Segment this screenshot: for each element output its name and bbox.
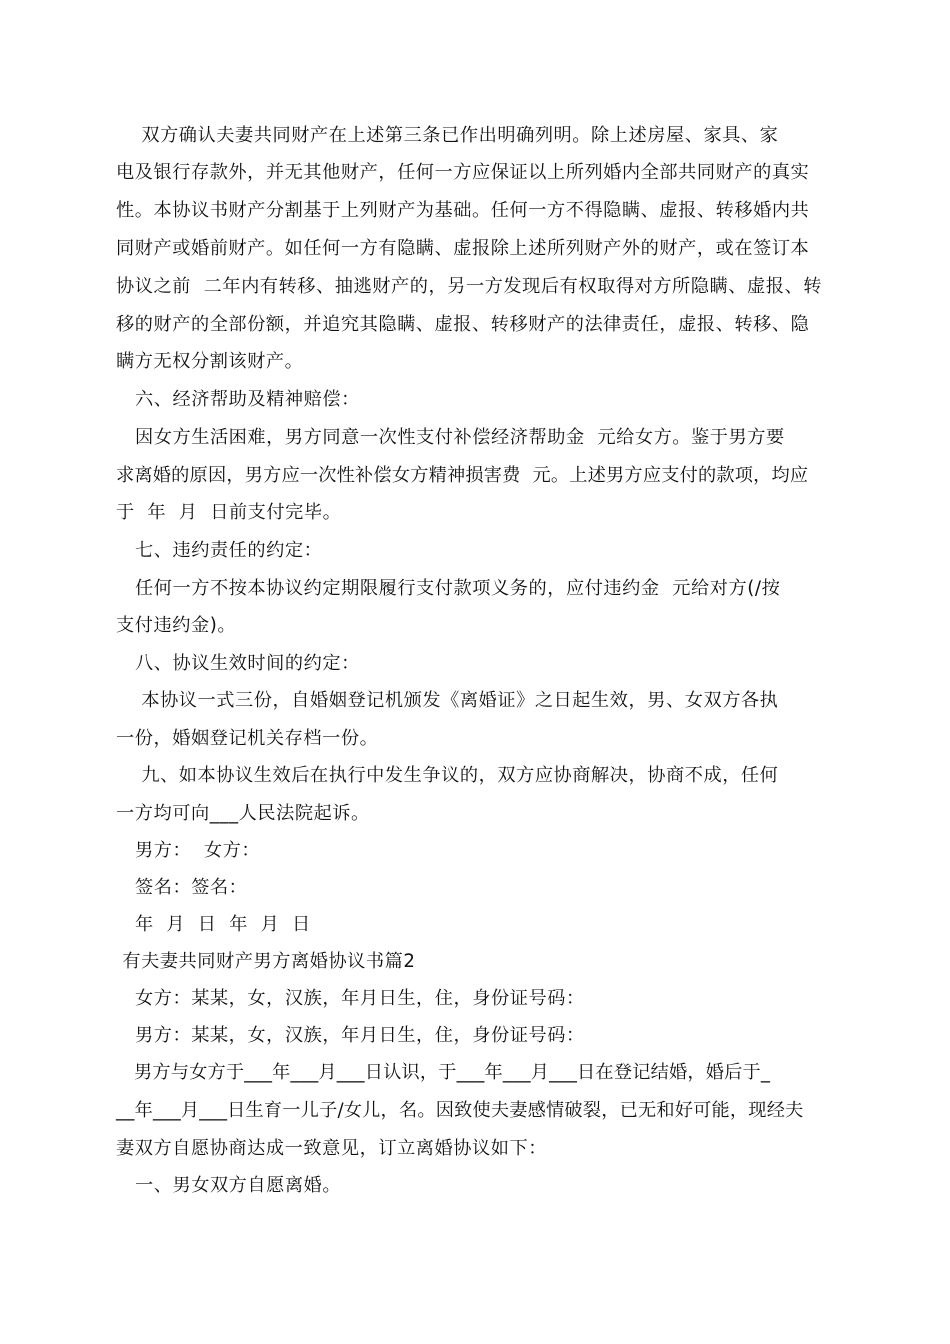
paragraph-line: 男方与女方于___年___月___日认识，于___年___月___日在登记结婚，婚后于_ bbox=[116, 1062, 771, 1083]
paragraph-line: 一方均可向___人民法院起诉。 bbox=[116, 803, 370, 824]
paragraph-line: 因女方生活困难，男方同意一次性支付补偿经济帮助金 元给女方。鉴于男方要 bbox=[116, 427, 785, 448]
paragraph-line: 女方：某某，女，汉族，年月日生，住，身份证号码： bbox=[116, 988, 585, 1009]
paragraph-line: 电及银行存款外，并无其他财产，任何一方应保证以上所列婚内全部共同财产的真实 bbox=[116, 162, 810, 183]
paragraph-line: 协议之前 二年内有转移、抽逃财产的，另一方发现后有权取得对方所隐瞒、虚报、转 bbox=[116, 276, 822, 297]
signature-parties: 男方： 女方： bbox=[116, 840, 261, 861]
paragraph-line: 双方确认夫妻共同财产在上述第三条已作出明确列明。除上述房屋、家具、家 bbox=[116, 125, 779, 146]
signature-dates: 年 月 日 年 月 日 bbox=[116, 914, 311, 935]
paragraph-line: 同财产或婚前财产。如任何一方有隐瞒、虚报除上述所列财产外的财产，或在签订本 bbox=[116, 238, 810, 259]
section-heading: 八、协议生效时间的约定： bbox=[116, 653, 360, 674]
paragraph-line: 本协议一式三份，自婚姻登记机颁发《离婚证》之日起生效，男、女双方各执 bbox=[116, 690, 779, 711]
section-heading: 一、男女双方自愿离婚。 bbox=[116, 1175, 342, 1196]
signature-names: 签名：签名： bbox=[116, 877, 248, 898]
paragraph-line: 瞒方无权分割该财产。 bbox=[116, 351, 304, 372]
paragraph-line: 于 年 月 日前支付完毕。 bbox=[116, 502, 342, 523]
paragraph-line: 妻双方自愿协商达成一致意见，订立离婚协议如下： bbox=[116, 1138, 547, 1159]
section-heading: 六、经济帮助及精神赔偿： bbox=[116, 389, 360, 410]
paragraph-line: __年___月___日生育一儿子/女儿，名。因致使夫妻感情破裂，已无和好可能，现经夫 bbox=[116, 1100, 804, 1121]
paragraph-line: 移的财产的全部份额，并追究其隐瞒、虚报、转移财产的法律责任，虚报、转移、隐 bbox=[116, 314, 810, 335]
paragraph-line: 九、如本协议生效后在执行中发生争议的，双方应协商解决，协商不成，任何 bbox=[116, 765, 779, 786]
document-title: 有夫妻共同财产男方离婚协议书篇2 bbox=[116, 951, 416, 972]
paragraph-line: 求离婚的原因，男方应一次性补偿女方精神损害费 元。上述男方应支付的款项，均应 bbox=[116, 465, 809, 486]
section-heading: 七、违约责任的约定： bbox=[116, 540, 323, 561]
paragraph-line: 一份，婚姻登记机关存档一份。 bbox=[116, 728, 379, 749]
paragraph-line: 男方：某某，女，汉族，年月日生，住，身份证号码： bbox=[116, 1025, 585, 1046]
paragraph-line: 任何一方不按本协议约定期限履行支付款项义务的，应付违约金 元给对方(/按 bbox=[116, 578, 781, 599]
paragraph-line: 性。本协议书财产分割基于上列财产为基础。任何一方不得隐瞒、虚报、转移婚内共 bbox=[116, 200, 810, 221]
paragraph-line: 支付违约金)。 bbox=[116, 615, 237, 636]
